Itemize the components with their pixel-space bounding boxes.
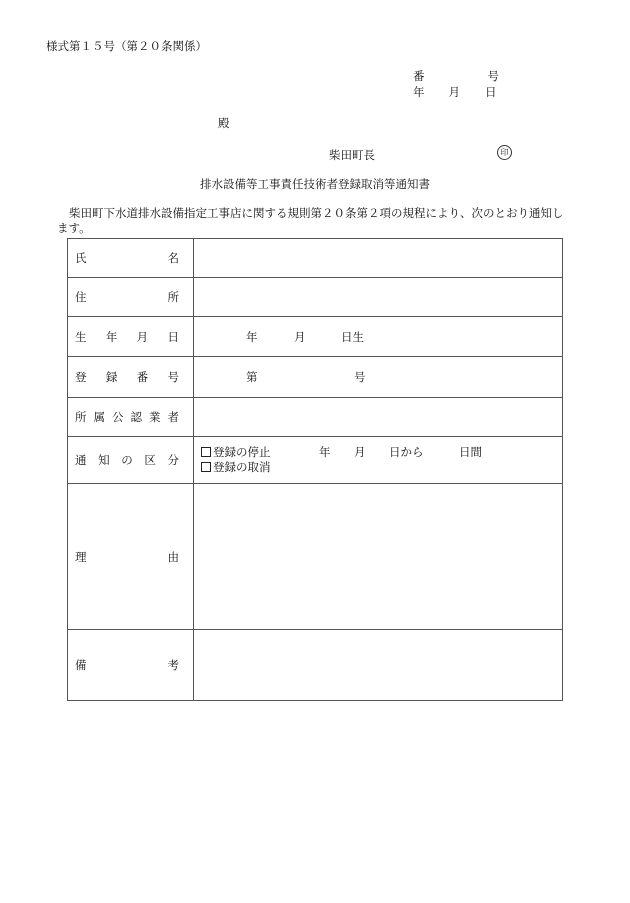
- label-remarks: 備 考: [68, 630, 194, 701]
- date-day-label: 日: [485, 85, 497, 99]
- checkbox-icon: [201, 447, 211, 457]
- doc-number-label-1: 番: [413, 69, 425, 83]
- issuer-name: 柴田町長: [329, 148, 375, 162]
- intro-text: 柴田町下水道排水設備指定工事店に関する規則第２０条第２項の規程により、次のとおり通知します。: [57, 206, 564, 235]
- row-remarks: [68, 630, 563, 701]
- reason-field[interactable]: [194, 484, 563, 630]
- date-month-label: 月: [448, 85, 460, 99]
- birth-month-label: 月: [294, 329, 306, 344]
- label-name: 氏 名: [68, 239, 194, 278]
- document-title: 排水設備等工事責任技術者登録取消等通知書: [200, 177, 430, 191]
- row-affiliation: [68, 398, 563, 437]
- label-birthdate: 生 年 月 日: [68, 317, 194, 357]
- name-field[interactable]: [194, 239, 563, 278]
- birth-year-label: 年: [246, 329, 258, 344]
- row-address: [68, 278, 563, 317]
- doc-number-label-2: 号: [487, 69, 499, 83]
- row-birthdate: [68, 317, 563, 357]
- registration-field[interactable]: [194, 357, 563, 398]
- label-affiliation: 所 属 公 認 業 者: [68, 398, 194, 437]
- address-field[interactable]: [194, 278, 563, 317]
- row-reason: [68, 484, 563, 630]
- intro-paragraph: [57, 206, 567, 236]
- row-name: [68, 239, 563, 278]
- notice-form-table: [67, 238, 563, 701]
- form-number: 様式第１５号（第２０条関係）: [46, 39, 207, 53]
- label-reason: 理 由: [68, 484, 194, 630]
- suspension-year-label: 年: [319, 445, 331, 459]
- affiliation-field[interactable]: [194, 398, 563, 437]
- seal-mark: 印: [497, 145, 512, 160]
- label-registration: 登 録 番 号: [68, 357, 194, 398]
- row-registration: [68, 357, 563, 398]
- suspension-from-label: 日から: [389, 445, 424, 459]
- document-number: [413, 68, 499, 84]
- suspension-days-label: 日間: [459, 445, 482, 459]
- row-notice-type: [68, 437, 563, 484]
- birthdate-field[interactable]: [194, 317, 563, 357]
- label-address: 住 所: [68, 278, 194, 317]
- checkbox-revocation[interactable]: 登録の取消: [201, 460, 630, 475]
- addressee-suffix: 殿: [218, 116, 230, 130]
- label-notice-type: 通 知 の 区 分: [68, 437, 194, 484]
- checkbox-suspension[interactable]: 登録の停止: [201, 445, 271, 459]
- remarks-field[interactable]: [194, 630, 563, 701]
- checkbox-icon: [201, 462, 211, 472]
- document-date: [413, 84, 497, 100]
- registration-suffix: 号: [354, 370, 366, 384]
- registration-prefix: 第: [246, 370, 258, 384]
- date-year-label: 年: [413, 85, 425, 99]
- birth-day-label: 日生: [341, 329, 364, 344]
- suspension-month-label: 月: [354, 445, 366, 459]
- notice-type-field: [194, 437, 563, 484]
